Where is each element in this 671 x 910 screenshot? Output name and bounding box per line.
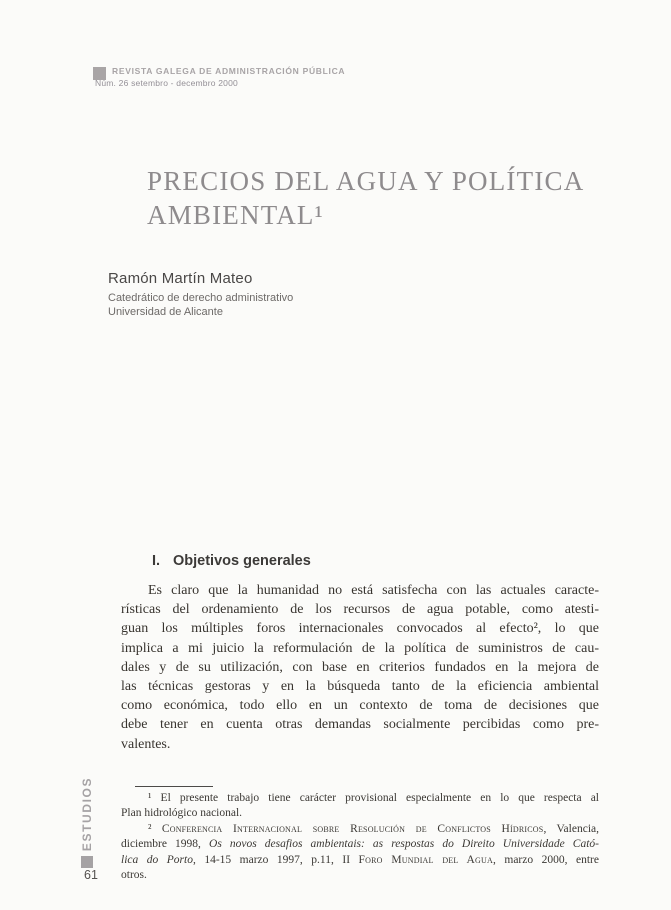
text-segment: , Valencia,	[543, 822, 599, 835]
page-number: 61	[84, 868, 98, 882]
author-institution: Universidad de Alicante	[108, 306, 223, 318]
sidebar-section-label: ESTUDIOS	[80, 776, 94, 852]
text-line: como económica, todo ello en un contexto de toma de decisiones que	[121, 698, 599, 714]
text-line	[121, 806, 599, 821]
text-line: guan los múltiples foros internacionales convocados al efecto², lo que	[121, 621, 599, 637]
body-paragraph	[121, 581, 599, 754]
text-line	[121, 791, 599, 806]
footnote-2	[121, 822, 599, 884]
text-segment: Conferencia Internacional sobre Resolución de Conflictos Hídricos	[161, 822, 544, 835]
text-segment: , marzo 2000, entre	[493, 853, 599, 866]
text-segment: Foro Mundial del Agua	[358, 853, 493, 866]
text-segment: , 14-15 marzo 1997, p.11, II	[192, 853, 359, 866]
text-segment: ¹ El presente trabajo tiene carácter provisional especialmente en lo que respecta al	[148, 792, 599, 804]
author-name: Ramón Martín Mateo	[108, 270, 253, 287]
sidebar-square-icon	[81, 856, 93, 868]
text-line	[121, 837, 599, 852]
text-line: dales y de su utilización, con base en criterios fundados en la mejora de	[121, 659, 599, 675]
article-title-line-2: AMBIENTAL¹	[147, 200, 324, 230]
issue-info: Núm. 26 setembro - decembro 2000	[95, 78, 238, 88]
footnote-1	[121, 791, 599, 822]
section-heading	[152, 553, 311, 569]
text-line: valentes.	[121, 736, 171, 752]
text-segment: lica do Porto	[121, 853, 193, 866]
text-line	[121, 853, 599, 868]
text-segment: Os novos desafios ambientais: as respostas do Direito Universidade Cató-	[209, 838, 599, 851]
text-line: rísticas del ordenamiento de los recursos de agua potable, como atesti-	[121, 602, 599, 618]
text-line: las técnicas gestoras y en la búsqueda tanto de la eficiencia ambiental	[121, 679, 599, 695]
journal-name: REVISTA GALEGA DE ADMINISTRACIÓN PÚBLICA	[112, 66, 346, 76]
text-segment: Plan hidrológico nacional.	[121, 807, 243, 820]
section-title: Objetivos generales	[173, 553, 311, 569]
text-segment: otros.	[121, 869, 147, 882]
article-title	[147, 164, 584, 232]
author-role: Catedrático de derecho administrativo	[108, 292, 294, 304]
text-line: Es claro que la humanidad no está satisfecha con las actuales caracte-	[148, 583, 599, 598]
text-line: debe tener en cuenta otras demandas socialmente percibidas como pre-	[121, 717, 599, 733]
text-line: implica a mi juicio la reformulación de la política de suministros de cau-	[121, 640, 599, 656]
footnotes	[121, 791, 599, 883]
text-line	[121, 822, 599, 837]
section-number: I.	[152, 553, 161, 569]
article-title-line-1: PRECIOS DEL AGUA Y POLÍTICA	[147, 166, 585, 196]
text-line	[121, 868, 599, 883]
text-segment: diciembre 1998,	[121, 838, 210, 851]
footnote-separator-rule	[135, 786, 213, 787]
text-segment: ²	[148, 822, 162, 835]
